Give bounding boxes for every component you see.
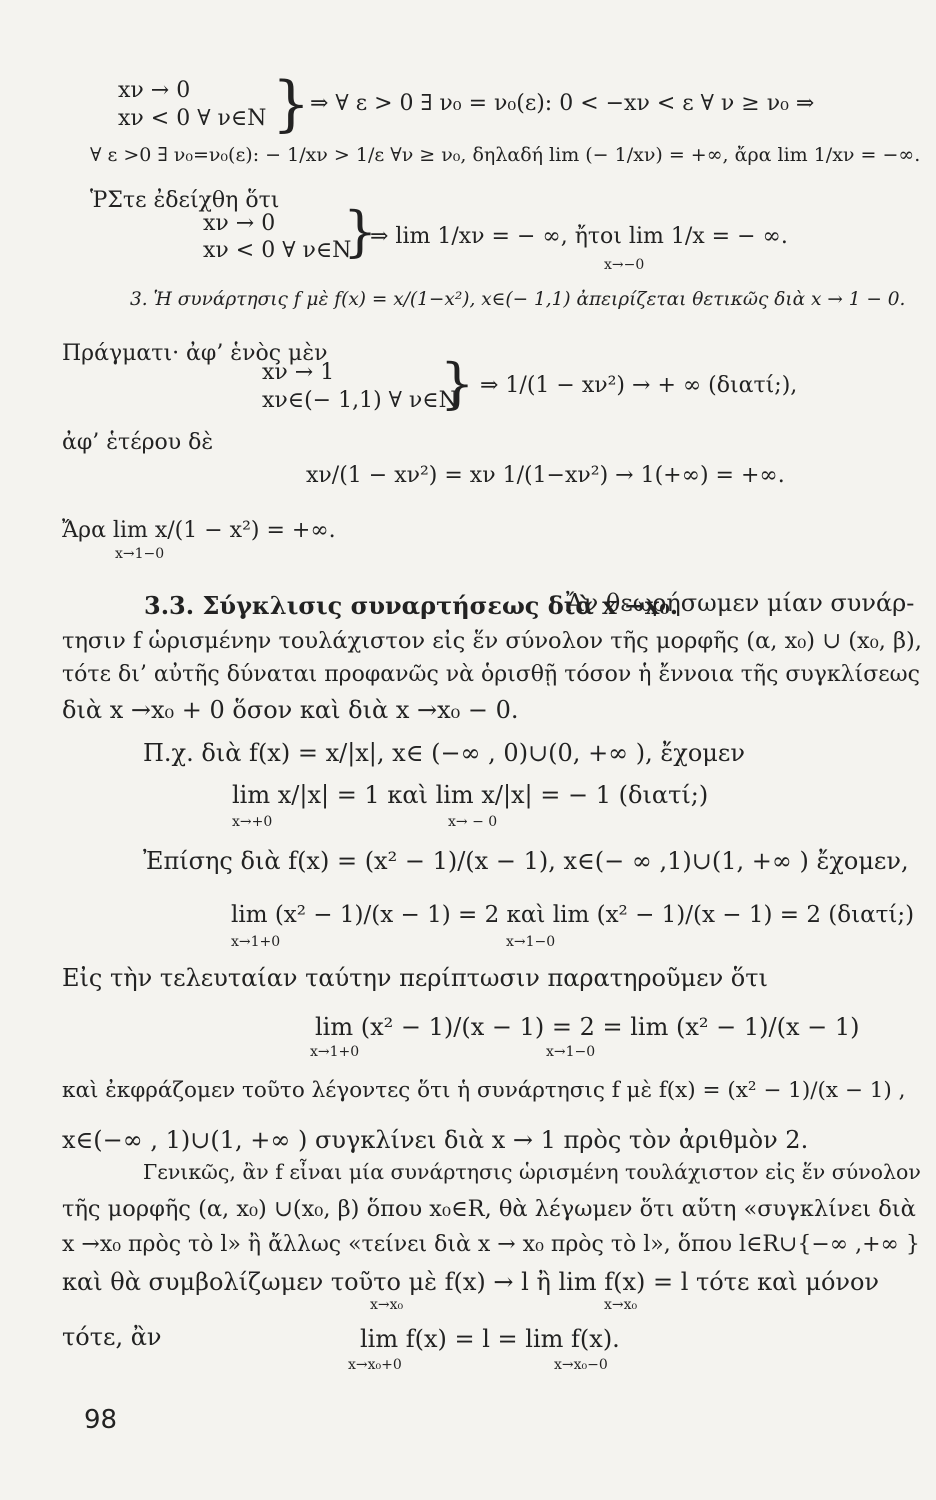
text-line: τησιν f ὡρισμένην τουλάχιστον εἰς ἕν σύνολον τῆς μορφῆς (α, x₀) ∪ (x₀, β), (62, 628, 922, 654)
text-line: καὶ θὰ συμβολίζωμεν τοῦτο μὲ f(x) → l ἢ lim f(x) = l τότε καὶ μόνον (62, 1268, 880, 1296)
text-line: ⇒ 1/(1 − xν²) → + ∞ (διατί;), (480, 373, 798, 398)
limit-subscript: x→ − 0 (448, 814, 498, 830)
right-brace-icon: } (440, 352, 475, 415)
limit-subscript: x→−0 (604, 257, 645, 273)
text-line: x∈(−∞ , 1)∪(1, +∞ ) συγκλίνει διὰ x → 1 πρὸς τὸν ἀριθμὸν 2. (62, 1126, 809, 1154)
text-line: Εἰς τὴν τελευταίαν ταύτην περίπτωσιν παρατηροῦμεν ὅτι (62, 964, 768, 992)
limit-subscript: x→1+0 (231, 934, 281, 950)
right-brace-icon: } (343, 200, 378, 263)
limit-subscript: x→x₀+0 (348, 1357, 402, 1373)
text-line: xν < 0 ∀ ν∈N (118, 106, 267, 131)
text-line: lim (x² − 1)/(x − 1) = 2 καὶ lim (x² − 1)/(x − 1) = 2 (διατί;) (231, 902, 915, 928)
limit-subscript: x→1−0 (506, 934, 556, 950)
text-line: xν < 0 ∀ ν∈N (203, 238, 352, 263)
text-line: ∀ ε >0 ∃ ν₀=ν₀(ε): − 1/xν > 1/ε ∀ν ≥ ν₀, δηλαδή lim (− 1/xν) = +∞, ἄρα lim 1/xν = −∞. (90, 144, 921, 166)
section-heading: 3.3. Σύγκλισις συναρτήσεως διὰ x →x₀. (144, 591, 679, 620)
text-line: lim f(x) = l = lim f(x). (360, 1325, 620, 1353)
text-line: ⇒ lim 1/xν = − ∞, ἤτοι lim 1/x = − ∞. (370, 224, 788, 249)
text-line: xν/(1 − xν²) = xν 1/(1−xν²) → 1(+∞) = +∞. (306, 463, 785, 488)
text-line: τότε, ἂν (62, 1323, 162, 1351)
text-line: ⇒ ∀ ε > 0 ∃ ν₀ = ν₀(ε): 0 < −xν < ε ∀ ν ≥ ν₀ ⇒ (310, 91, 815, 116)
right-brace-icon: } (272, 69, 311, 139)
text-line: Π.χ. διὰ f(x) = x/|x|, x∈ (−∞ , 0)∪(0, +∞ ), ἔχομεν (143, 739, 745, 767)
text-line: Γενικῶς, ἂν f εἶναι μία συνάρτησις ὡρισμένη τουλάχιστον εἰς ἕν σύνολον (143, 1160, 921, 1184)
text-line: xν → 1 (262, 360, 335, 385)
text-line: καὶ ἐκφράζομεν τοῦτο λέγοντες ὅτι ἡ συνάρτησις f μὲ f(x) = (x² − 1)/(x − 1) , (62, 1078, 906, 1103)
text-line: τότε δι’ αὐτῆς δύναται προφανῶς νὰ ὁρισθῇ τόσον ἡ ἔννοια τῆς συγκλίσεως (62, 662, 920, 687)
text-line: Ἄρα lim x/(1 − x²) = +∞. (62, 518, 336, 543)
limit-subscript: x→x₀ (604, 1297, 638, 1313)
limit-subscript: x→x₀−0 (554, 1357, 608, 1373)
text-line: Ἄν θεωρήσωμεν μίαν συνάρ- (566, 589, 915, 617)
text-line: Ἐπίσης διὰ f(x) = (x² − 1)/(x − 1), x∈(− ∞ ,1)∪(1, +∞ ) ἔχομεν, (143, 847, 909, 875)
page-number: 98 (84, 1405, 118, 1435)
text-line: lim (x² − 1)/(x − 1) = 2 = lim (x² − 1)/(x − 1) (315, 1013, 860, 1041)
text-line: xν∈(− 1,1) ∀ ν∈N (262, 388, 458, 413)
limit-subscript: x→+0 (232, 814, 273, 830)
text-line: διὰ x →x₀ + 0 ὅσον καὶ διὰ x →x₀ − 0. (62, 696, 519, 724)
limit-subscript: x→x₀ (370, 1297, 404, 1313)
text-line: x →x₀ πρὸς τὸ l» ἢ ἄλλως «τείνει διὰ x → x₀ πρὸς τὸ l», ὅπου l∈R∪{−∞ ,+∞ } (62, 1232, 920, 1257)
text-line: lim x/|x| = 1 καὶ lim x/|x| = − 1 (διατί;) (232, 781, 709, 809)
limit-subscript: x→1+0 (310, 1044, 360, 1060)
text-line: xν → 0 (203, 211, 276, 236)
text-line: 3. Ἡ συνάρτησις f μὲ f(x) = x/(1−x²), x∈(− 1,1) ἀπειρίζεται θετικῶς διὰ x → 1 − 0. (130, 289, 906, 310)
text-line: τῆς μορφῆς (α, x₀) ∪(x₀, β) ὅπου x₀∈R, θὰ λέγωμεν ὅτι αὕτη «συγκλίνει διὰ (62, 1196, 916, 1222)
text-line: Πράγματι· ἀφ’ ἑνὸς μὲν (62, 341, 328, 366)
limit-subscript: x→1−0 (115, 546, 165, 562)
text-line: ἀφ’ ἑτέρου δὲ (62, 430, 214, 455)
text-line: ῬΣτε ἐδείχθη ὅτι (90, 188, 280, 213)
limit-subscript: x→1−0 (546, 1044, 596, 1060)
text-line: xν → 0 (118, 78, 191, 103)
